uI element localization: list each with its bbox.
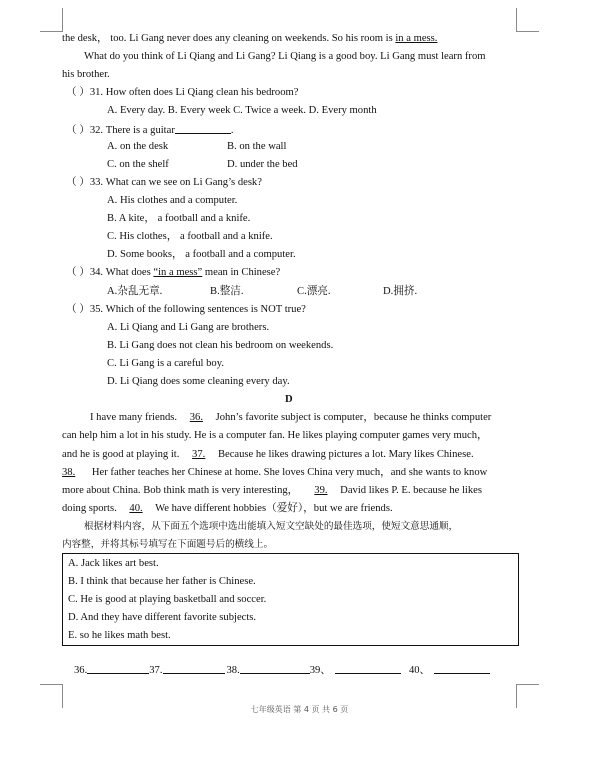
passage-text: the desk， too. Li Gang never does any cleaning on weekends. So his room is [62,33,396,44]
box-option-e: E. so he likes math best. [68,630,171,641]
crop-mark-top-right-h [516,31,539,32]
question-32: （ ）32. There is a guitar . [66,125,234,136]
option-a: A.杂乱无章. [107,286,163,297]
option-d: D. under the bed [227,159,298,170]
answer-36-field[interactable] [87,663,149,674]
answer-bracket[interactable]: （ ）34. [66,267,106,278]
crop-mark-top-left-v [62,8,63,32]
box-option-d: D. And they have different favorite subjects. [68,612,257,623]
crop-mark-bottom-right-h [516,684,539,685]
option-b: B.整洁. [210,286,244,297]
instruction-line-2: 内容整，并将其标号填写在下面题号后的横线上。 [62,539,274,550]
answer-39-field[interactable] [335,663,401,674]
option-d: D. Li Qiang does some cleaning every day. [107,376,290,387]
crop-mark-top-right-v [516,8,517,32]
passage-text: Because he likes drawing pictures a lot. Mary likes Chinese. [215,449,474,460]
answer-39-label: 39、 [309,665,331,676]
page-footer: 七年级英语 第 4 页 共 6 页 [250,705,349,714]
quoted-phrase: “in a mess” [153,267,203,278]
option-c: C. His clothes， a football and a knife. [107,231,273,242]
option-c: C.漂亮. [297,286,331,297]
question-stem-end: mean in Chinese? [202,267,281,278]
option-b: B. on the wall [227,141,287,152]
passage-text: doing sports. [62,503,120,514]
answer-37-field[interactable] [163,663,225,674]
answer-36-label: 36. [74,665,88,676]
passage-line-2: What do you think of Li Qiang and Li Gang? Li Qiang is a good boy. Li Gang must learn from [84,51,486,62]
passage-d-line-5 [62,485,482,497]
passage-text: I have many friends. [90,412,180,423]
passage-line-1 [62,33,437,45]
answer-bracket[interactable]: （ ）35. [66,304,106,315]
option-c: C. Li Gang is a careful boy. [107,358,224,369]
question-35 [66,304,306,316]
passage-line-3: his brother. [62,69,110,80]
passage-d-line-4 [62,467,487,479]
answer-bracket[interactable]: （ ）33. [66,177,106,188]
question-31 [66,87,298,99]
box-option-b: B. I think that because her father is Chinese. [68,576,256,587]
crop-mark-bottom-left-h [40,684,63,685]
option-d: D.拥挤. [383,286,418,297]
question-stem: How often does Li Qiang clean his bedroom? [105,87,299,98]
option-b: B. A kite， a football and a knife. [107,213,251,224]
question-stem: Which of the following sentences is NOT true? [105,304,306,315]
option-b: B. Li Gang does not clean his bedroom on weekends. [107,340,334,351]
answer-40-label: 40、 [408,665,431,676]
passage-text: We have different hobbies（爱好），but we are friends. [152,503,393,514]
answer-38-field[interactable] [240,663,310,674]
blank-37[interactable]: 37. [192,449,206,460]
answer-38-label: 38. [226,665,240,676]
blank-36[interactable]: 36. [189,412,203,423]
passage-d-line-2: can help him a lot in his study. He is a computer fan. He likes playing computer games very much， [62,430,488,441]
in-a-mess-underlined: in a mess. [395,33,438,44]
question-33 [66,177,262,189]
option-a: A. His clothes and a computer. [107,195,238,206]
answer-bracket[interactable]: （ ）32. [66,125,106,136]
passage-text: David likes P. E. because he likes [337,485,482,496]
answer-bracket[interactable]: （ ）31. [66,87,106,98]
passage-text: more about China. Bob think math is very interesting， [62,485,299,496]
blank-40[interactable]: 40. [129,503,143,514]
fill-blank[interactable] [175,123,231,134]
question-34 [66,267,280,279]
section-heading: D [285,394,293,405]
blank-38[interactable]: 38. [62,467,76,478]
question-stem: There is a guitar [105,125,175,136]
box-option-c: C. He is good at playing basketball and soccer. [68,594,267,605]
question-31-options: A. Every day. B. Every week C. Twice a week. D. Every month [107,105,377,116]
option-d: D. Some books， a football and a computer. [107,249,296,260]
passage-d-line-6 [62,503,393,515]
question-stem: What does [105,267,154,278]
crop-mark-top-left-h [40,31,63,32]
answer-37-label: 37. [149,665,163,676]
box-option-a: A. Jack likes art best. [68,558,159,569]
option-a: A. on the desk [107,141,169,152]
question-stem: What can we see on Li Gang’s desk? [105,177,262,188]
answer-40-field[interactable] [434,663,490,674]
blank-39[interactable]: 39. [314,485,328,496]
passage-text: Her father teaches her Chinese at home. She loves China very much，and she wants to know [89,467,488,478]
passage-text: and he is good at playing it. [62,449,183,460]
passage-d-line-1 [90,412,491,424]
instruction-line-1: 根据材料内容，从下面五个选项中选出能填入短文空缺处的最佳选项，使短文意思通顺， [84,521,459,532]
option-a: A. Li Qiang and Li Gang are brothers. [107,322,270,333]
passage-text: John’s favorite subject is computer，because he thinks computer [212,412,492,423]
passage-d-line-3 [62,449,474,461]
answer-line [74,663,490,677]
option-c: C. on the shelf [107,159,169,170]
